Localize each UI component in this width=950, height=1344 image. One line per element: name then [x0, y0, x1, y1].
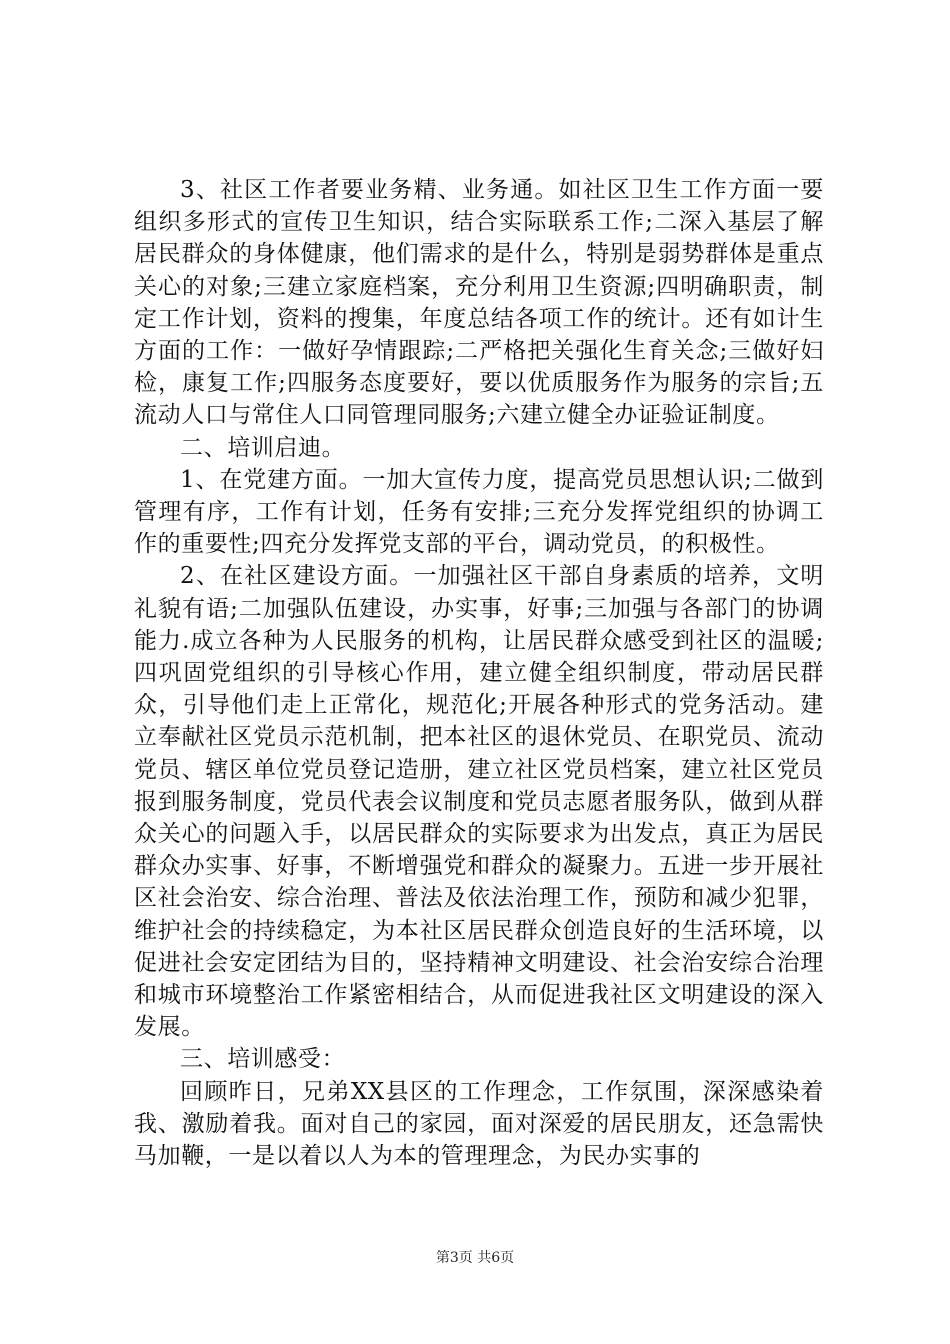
- section-heading-training-feelings: 三、培训感受：: [180, 1046, 346, 1073]
- paragraph-community-health: 3、社区工作者要业务精、业务通。如社区卫生工作方面一要组织多形式的宣传卫生知识，结合实际联系工作;二深入基层了解居民群众的身体健康，他们需求的是什么，特别是弱势群体是重点关心的对象;三建立家庭档案，充分利用卫生资源;四明确职责，制定工作计划，资料的搜集，年度总结各项工作的统计。还有如计生方面的工作：一做好孕情跟踪;二严格把关强化生育关念;三做好妇检，康复工作;四服务态度要好，要以优质服务作为服务的宗旨;五流动人口与常住人口同管理同服务;六建立健全办证验证制度。: [134, 177, 824, 429]
- paragraph-community-building: 2、在社区建设方面。一加强社区干部自身素质的培养，文明礼貌有语;二加强队伍建设，办实事，好事;三加强与各部门的协调能力.成立各种为人民服务的机构，让居民群众感受到社区的温暖;四巩固党组织的引导核心作用，建立健全组织制度，带动居民群众，引导他们走上正常化，规范化;开展各种形式的党务活动。建立奉献社区党员示范机制，把本社区的退休党员、在职党员、流动党员、辖区单位党员登记造册，建立社区党员档案，建立社区党员报到服务制度，党员代表会议制度和党员志愿者服务队，做到从群众关心的问题入手，以居民群众的实际要求为出发点，真正为居民群众办实事、好事，不断增强党和群众的凝聚力。五进一步开展社区社会治安、综合治理、普法及依法治理工作，预防和减少犯罪，维护社会的持续稳定，为本社区居民群众创造良好的生活环境，以促进社会安定团结为目的，坚持精神文明建设、社会治安综合治理和城市环境整治工作紧密相结合，从而促进我社区文明建设的深入发展。: [134, 563, 824, 1041]
- section-heading-training-inspiration: 二、培训启迪。: [180, 434, 346, 461]
- page-number-footer: 第3页 共6页: [435, 1250, 515, 1266]
- paragraph-party-building: 1、在党建方面。一加大宣传力度，提高党员思想认识;二做到管理有序，工作有计划，任务有安排;三充分发挥党组织的协调工作的重要性;四充分发挥党支部的平台，调动党员，的积极性。: [134, 466, 824, 558]
- paragraph-reflection: 回顾昨日，兄弟XX县区的工作理念，工作氛围，深深感染着我、激励着我。面对自己的家园，面对深爱的居民朋友，还急需快马加鞭，一是以着以人为本的管理理念，为民办实事的: [134, 1078, 824, 1170]
- document-body: [134, 174, 824, 1172]
